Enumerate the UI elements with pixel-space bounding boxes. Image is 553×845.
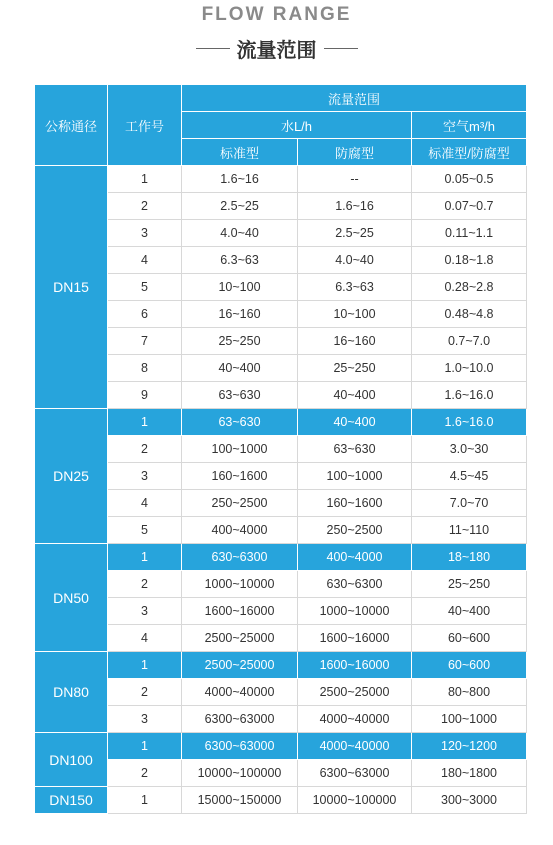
water-anticorrosion-cell: 4000~40000	[298, 706, 412, 733]
water-anticorrosion-cell: 16~160	[298, 328, 412, 355]
table-row	[35, 598, 527, 625]
water-anticorrosion-cell: 160~1600	[298, 490, 412, 517]
nominal-diameter-cell: DN50	[35, 544, 108, 652]
work-number-cell: 1	[108, 544, 182, 571]
header-anticorrosion: 防腐型	[298, 139, 412, 166]
header-flow-range: 流量范围	[182, 85, 527, 112]
water-standard-cell: 40~400	[182, 355, 298, 382]
work-number-cell: 2	[108, 760, 182, 787]
air-range-cell: 180~1800	[412, 760, 527, 787]
table-row	[35, 382, 527, 409]
water-anticorrosion-cell: 40~400	[298, 382, 412, 409]
water-anticorrosion-cell: 1.6~16	[298, 193, 412, 220]
water-anticorrosion-cell: --	[298, 166, 412, 193]
water-anticorrosion-cell: 2.5~25	[298, 220, 412, 247]
table-row	[35, 328, 527, 355]
table-row	[35, 193, 527, 220]
nominal-diameter-cell: DN150	[35, 787, 108, 814]
title-dash-left	[196, 48, 230, 49]
title-dash-right	[324, 48, 358, 49]
table-row	[35, 760, 527, 787]
table-row	[35, 247, 527, 274]
table-row	[35, 436, 527, 463]
flow-range-table	[34, 84, 527, 814]
nominal-diameter-cell: DN15	[35, 166, 108, 409]
air-range-cell: 0.07~0.7	[412, 193, 527, 220]
air-range-cell: 40~400	[412, 598, 527, 625]
water-standard-cell: 63~630	[182, 382, 298, 409]
work-number-cell: 6	[108, 301, 182, 328]
table-row	[35, 301, 527, 328]
nominal-diameter-cell: DN100	[35, 733, 108, 787]
table-row	[35, 463, 527, 490]
air-range-cell: 0.28~2.8	[412, 274, 527, 301]
air-range-cell: 4.5~45	[412, 463, 527, 490]
water-standard-cell: 6300~63000	[182, 733, 298, 760]
english-title: FLOW RANGE	[201, 4, 352, 25]
nominal-diameter-cell: DN80	[35, 652, 108, 733]
air-range-cell: 60~600	[412, 652, 527, 679]
water-anticorrosion-cell: 1600~16000	[298, 625, 412, 652]
water-standard-cell: 1600~16000	[182, 598, 298, 625]
chinese-title-row	[0, 34, 553, 63]
water-anticorrosion-cell: 10000~100000	[298, 787, 412, 814]
work-number-cell: 3	[108, 463, 182, 490]
work-number-cell: 1	[108, 787, 182, 814]
water-standard-cell: 630~6300	[182, 544, 298, 571]
water-anticorrosion-cell: 1000~10000	[298, 598, 412, 625]
work-number-cell: 7	[108, 328, 182, 355]
work-number-cell: 1	[108, 409, 182, 436]
water-standard-cell: 1.6~16	[182, 166, 298, 193]
work-number-cell: 5	[108, 274, 182, 301]
air-range-cell: 25~250	[412, 571, 527, 598]
table-row	[35, 166, 527, 193]
air-range-cell: 1.0~10.0	[412, 355, 527, 382]
table-row	[35, 517, 527, 544]
water-standard-cell: 6.3~63	[182, 247, 298, 274]
air-range-cell: 0.48~4.8	[412, 301, 527, 328]
water-standard-cell: 63~630	[182, 409, 298, 436]
water-anticorrosion-cell: 6.3~63	[298, 274, 412, 301]
water-anticorrosion-cell: 10~100	[298, 301, 412, 328]
water-standard-cell: 6300~63000	[182, 706, 298, 733]
table-row	[35, 652, 527, 679]
header-water: 水L/h	[182, 112, 412, 139]
work-number-cell: 9	[108, 382, 182, 409]
table-row	[35, 571, 527, 598]
table-row	[35, 490, 527, 517]
nominal-diameter-cell: DN25	[35, 409, 108, 544]
air-range-cell: 18~180	[412, 544, 527, 571]
water-standard-cell: 2.5~25	[182, 193, 298, 220]
work-number-cell: 4	[108, 490, 182, 517]
water-anticorrosion-cell: 4000~40000	[298, 733, 412, 760]
air-range-cell: 1.6~16.0	[412, 409, 527, 436]
water-anticorrosion-cell: 630~6300	[298, 571, 412, 598]
work-number-cell: 2	[108, 571, 182, 598]
work-number-cell: 3	[108, 598, 182, 625]
work-number-cell: 2	[108, 193, 182, 220]
table-row	[35, 733, 527, 760]
water-anticorrosion-cell: 63~630	[298, 436, 412, 463]
work-number-cell: 2	[108, 679, 182, 706]
work-number-cell: 1	[108, 166, 182, 193]
water-standard-cell: 2500~25000	[182, 652, 298, 679]
work-number-cell: 2	[108, 436, 182, 463]
air-range-cell: 300~3000	[412, 787, 527, 814]
table-row	[35, 220, 527, 247]
air-range-cell: 1.6~16.0	[412, 382, 527, 409]
water-standard-cell: 100~1000	[182, 436, 298, 463]
table-row	[35, 409, 527, 436]
air-range-cell: 100~1000	[412, 706, 527, 733]
water-standard-cell: 10000~100000	[182, 760, 298, 787]
table-row	[35, 625, 527, 652]
air-range-cell: 7.0~70	[412, 490, 527, 517]
air-range-cell: 60~600	[412, 625, 527, 652]
work-number-cell: 5	[108, 517, 182, 544]
work-number-cell: 3	[108, 706, 182, 733]
water-anticorrosion-cell: 25~250	[298, 355, 412, 382]
table-row	[35, 787, 527, 814]
chinese-title: 流量范围	[236, 40, 317, 62]
work-number-cell: 1	[108, 733, 182, 760]
air-range-cell: 80~800	[412, 679, 527, 706]
heading	[0, 0, 553, 63]
work-number-cell: 4	[108, 247, 182, 274]
air-range-cell: 120~1200	[412, 733, 527, 760]
water-standard-cell: 1000~10000	[182, 571, 298, 598]
water-standard-cell: 10~100	[182, 274, 298, 301]
water-standard-cell: 2500~25000	[182, 625, 298, 652]
water-standard-cell: 16~160	[182, 301, 298, 328]
water-anticorrosion-cell: 400~4000	[298, 544, 412, 571]
work-number-cell: 8	[108, 355, 182, 382]
table-row	[35, 679, 527, 706]
water-standard-cell: 4.0~40	[182, 220, 298, 247]
water-standard-cell: 4000~40000	[182, 679, 298, 706]
table-row	[35, 274, 527, 301]
work-number-cell: 3	[108, 220, 182, 247]
header-air: 空气m³/h	[412, 112, 527, 139]
air-range-cell: 3.0~30	[412, 436, 527, 463]
table-row	[35, 706, 527, 733]
header-nominal-diameter: 公称通径	[35, 85, 108, 166]
header-row-1	[35, 85, 527, 112]
water-anticorrosion-cell: 40~400	[298, 409, 412, 436]
air-range-cell: 0.05~0.5	[412, 166, 527, 193]
table-row	[35, 355, 527, 382]
air-range-cell: 0.11~1.1	[412, 220, 527, 247]
header-work-number: 工作号	[108, 85, 182, 166]
water-anticorrosion-cell: 2500~25000	[298, 679, 412, 706]
water-anticorrosion-cell: 6300~63000	[298, 760, 412, 787]
water-anticorrosion-cell: 100~1000	[298, 463, 412, 490]
air-range-cell: 0.7~7.0	[412, 328, 527, 355]
water-anticorrosion-cell: 1600~16000	[298, 652, 412, 679]
water-anticorrosion-cell: 250~2500	[298, 517, 412, 544]
water-standard-cell: 15000~150000	[182, 787, 298, 814]
table-row	[35, 544, 527, 571]
water-standard-cell: 400~4000	[182, 517, 298, 544]
water-anticorrosion-cell: 4.0~40	[298, 247, 412, 274]
work-number-cell: 4	[108, 625, 182, 652]
air-range-cell: 0.18~1.8	[412, 247, 527, 274]
header-air-types: 标准型/防腐型	[412, 139, 527, 166]
water-standard-cell: 250~2500	[182, 490, 298, 517]
header-standard: 标准型	[182, 139, 298, 166]
work-number-cell: 1	[108, 652, 182, 679]
water-standard-cell: 160~1600	[182, 463, 298, 490]
water-standard-cell: 25~250	[182, 328, 298, 355]
air-range-cell: 11~110	[412, 517, 527, 544]
